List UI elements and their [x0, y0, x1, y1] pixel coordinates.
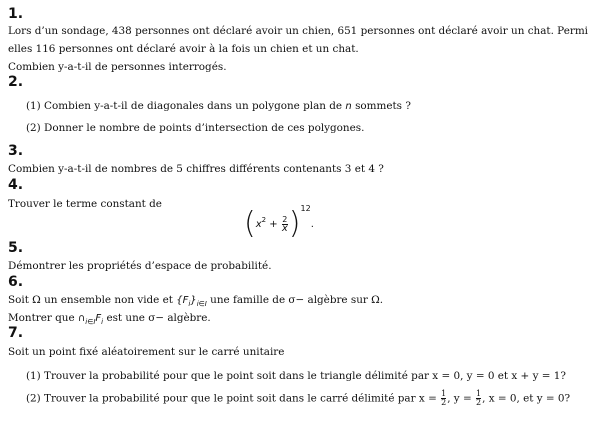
question-6-line-2: Montrer que $\cap_{i\in I}F_i$ est une σ− algèbre.	[8, 312, 211, 326]
item-text: Donner le nombre de points d’intersection de ces polygones.	[44, 122, 365, 134]
question-4-line-1: Trouver le terme constant de	[8, 198, 162, 210]
question-2-item-2	[26, 121, 364, 136]
left-paren: (	[244, 206, 256, 241]
fraction-half-2: $\frac{1}{2}$	[476, 389, 482, 407]
question-2-item-1	[26, 99, 411, 114]
intersection-notation: $\cap_{i\in I}F_i$	[77, 313, 104, 326]
question-6-number: 6.	[8, 274, 24, 290]
question-7-line-1: Soit un point fixé aléatoirement sur le carré unitaire	[8, 346, 285, 358]
question-5-line-1: Démontrer les propriétés d’espace de probabilité.	[8, 260, 272, 272]
question-4-number: 4.	[8, 177, 24, 193]
question-1-line-1: Lors d’un sondage, 438 personnes ont déclaré avoir un chien, 651 personnes ont déclaré avoir un chat. Permi	[8, 25, 589, 37]
question-1-line-2: elles 116 personnes ont déclaré avoir à la fois un chien et un chat.	[8, 43, 359, 55]
formula-square: 2	[261, 216, 267, 224]
right-paren: )	[288, 206, 301, 241]
fraction-half-1: $\frac{1}{2}$	[441, 389, 447, 407]
binomial-formula	[244, 204, 314, 239]
item-label: (1)	[26, 100, 41, 112]
question-7-item-1: (1) Trouver la probabilité pour que le point soit dans le triangle délimité par x = 0, y = 0 et x + y = 1?	[26, 370, 566, 382]
formula-plus: +	[269, 219, 278, 230]
item-text: Combien y-a-t-il de diagonales dans un polygone plan de	[44, 100, 343, 112]
question-7-number: 7.	[8, 325, 24, 341]
item-text-end: sommets ?	[355, 100, 411, 112]
question-1-line-3: Combien y-a-t-il de personnes interrogés.	[8, 61, 227, 73]
formula-fraction: $\frac{2}{x}$	[281, 214, 288, 234]
question-7-item-2: (2) Trouver la probabilité pour que le point soit dans le carré délimité par x = $\frac{1}{2}$ , y = $\frac{1}{2}$ , x = 0, et y = 0?	[26, 389, 571, 407]
variable-n: n	[345, 101, 352, 112]
formula-exponent: 12	[300, 204, 311, 213]
question-1-number: 1.	[8, 6, 24, 22]
question-3-number: 3.	[8, 143, 24, 159]
item-label: (2)	[26, 122, 41, 134]
formula-end: .	[310, 219, 314, 230]
family-notation: $\{F_i\}_{i\in I}$	[176, 295, 207, 308]
formula-x: x	[255, 219, 262, 230]
question-6-line-1: Soit Ω un ensemble non vide et $\{F_i\}_{i\in I}$ une famille de σ− algèbre sur Ω.	[8, 294, 384, 308]
question-2-number: 2.	[8, 74, 24, 90]
question-3-line-1: Combien y-a-t-il de nombres de 5 chiffres différents contenants 3 et 4 ?	[8, 163, 384, 175]
question-5-number: 5.	[8, 240, 24, 256]
